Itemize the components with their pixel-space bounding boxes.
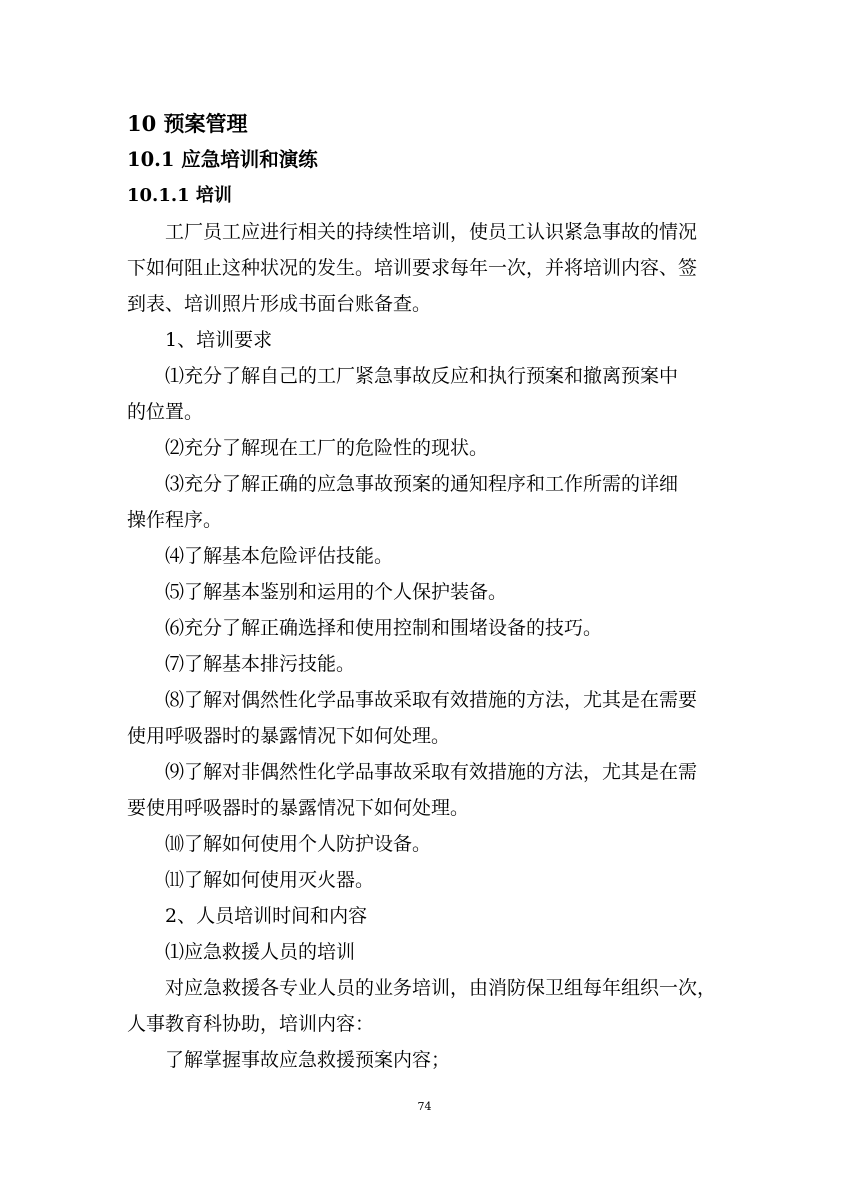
list-item-continuation: 要使用呼吸器时的暴露情况下如何处理。 — [127, 797, 470, 819]
paragraph-line: 下如何阻止这种状况的发生。培训要求每年一次，并将培训内容、签 — [127, 257, 698, 279]
list-item-continuation: 操作程序。 — [127, 509, 223, 531]
subsection-heading: 10.1.1 培训 — [127, 185, 232, 206]
list-item-continuation: 使用呼吸器时的暴露情况下如何处理。 — [127, 725, 451, 747]
list-item: ⑴应急救援人员的培训 — [165, 941, 356, 963]
list-heading: 1、培训要求 — [165, 329, 273, 351]
list-heading: 2、人员培训时间和内容 — [165, 905, 368, 927]
list-item: ⑽了解如何使用个人防护设备。 — [165, 833, 432, 855]
chapter-heading: 10 预案管理 — [127, 111, 248, 136]
paragraph-line: 工厂员工应进行相关的持续性培训，使员工认识紧急事故的情况 — [165, 221, 698, 243]
list-item-continuation: 的位置。 — [127, 401, 204, 423]
paragraph-line: 人事教育科协助，培训内容： — [127, 1013, 375, 1035]
paragraph-line: 到表、培训照片形成书面台账备查。 — [127, 293, 432, 315]
list-item: ⑻了解对偶然性化学品事故采取有效措施的方法，尤其是在需要 — [165, 689, 698, 711]
page-number: 74 — [417, 1100, 432, 1113]
list-item: ⑴充分了解自己的工厂紧急事故反应和执行预案和撤离预案中 — [165, 365, 679, 387]
section-heading: 10.1 应急培训和演练 — [127, 148, 318, 171]
list-item: ⑷了解基本危险评估技能。 — [165, 545, 394, 567]
list-item: ⑶充分了解正确的应急事故预案的通知程序和工作所需的详细 — [165, 473, 679, 495]
paragraph-line: 了解掌握事故应急救援预案内容； — [165, 1049, 451, 1071]
list-item: ⑹充分了解正确选择和使用控制和围堵设备的技巧。 — [165, 617, 603, 639]
paragraph-line: 对应急救援各专业人员的业务培训，由消防保卫组每年组织一次， — [165, 977, 717, 999]
list-item: ⑾了解如何使用灭火器。 — [165, 869, 375, 891]
list-item: ⑺了解基本排污技能。 — [165, 653, 356, 675]
list-item: ⑵充分了解现在工厂的危险性的现状。 — [165, 437, 489, 459]
list-item: ⑸了解基本鉴别和运用的个人保护装备。 — [165, 581, 508, 603]
list-item: ⑼了解对非偶然性化学品事故采取有效措施的方法，尤其是在需 — [165, 761, 698, 783]
